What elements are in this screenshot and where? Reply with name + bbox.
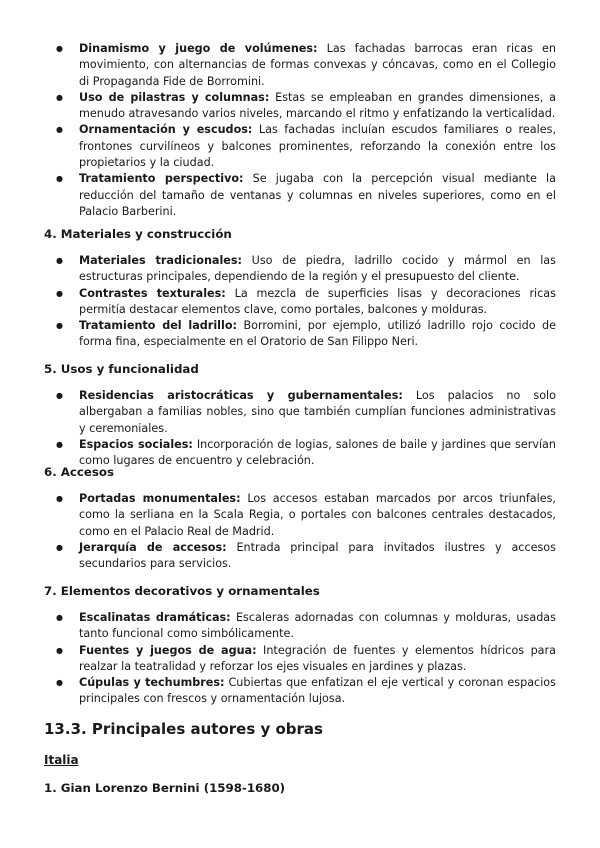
item-term: Tratamiento perspectivo: — [79, 172, 244, 186]
list-item — [56, 171, 556, 220]
list-uses — [56, 388, 556, 469]
item-term: Espacios sociales: — [79, 437, 193, 451]
item-text: Cubiertas que enfatizan el eje vertical y coronan espacios principales con frescos y ornamentación lujosa. — [79, 676, 556, 706]
list-materials — [56, 253, 556, 351]
list-decorative — [56, 610, 556, 708]
item-term: Dinamismo y juego de volúmenes: — [79, 42, 318, 55]
section-heading-materials: 4. Materiales y construcción — [44, 227, 232, 241]
item-text: Las fachadas barrocas eran ricas en movimiento, con alternancias de formas convexas y cóncavas, como en el Collegio di Propaganda Fide de Borromini. — [79, 42, 557, 88]
item-text: Incorporación de logias, salones de baile y jardines que servían como lugares de encuentro y celebración. — [79, 437, 557, 468]
item-term: Contrastes texturales: — [79, 286, 226, 300]
list-item — [56, 388, 556, 437]
item-term: Fuentes y juegos de agua: — [79, 643, 257, 657]
section-heading-uses: 5. Usos y funcionalidad — [44, 362, 199, 376]
list-item — [56, 253, 556, 286]
item-text: Los palacios no solo albergaban a familias nobles, sino que también cumplían funciones administrativas y ceremoniales. — [79, 389, 556, 435]
list-item — [56, 610, 556, 643]
section-heading-decorative: 7. Elementos decorativos y ornamentales — [44, 584, 320, 598]
item-term: Cúpulas y techumbres: — [79, 676, 225, 690]
item-term: Residencias aristocráticas y gubernamentales: — [79, 389, 403, 402]
list-item — [56, 90, 556, 123]
list-facade-features — [56, 41, 556, 220]
item-text: Entrada principal para invitados ilustres y accesos secundarios para servicios. — [79, 540, 556, 571]
subheading-country: Italia — [44, 753, 79, 767]
list-item — [56, 286, 556, 319]
section-heading-access: 6. Accesos — [44, 465, 115, 479]
item-text: Estas se empleaban en grandes dimensiones, a menudo atravesando varios niveles, marcando el ritmo y enfatizando la verticalidad. — [79, 90, 556, 121]
item-term: Escalinatas dramáticas: — [79, 611, 231, 624]
list-item — [56, 41, 556, 90]
item-term: Jerarquía de accesos: — [79, 540, 227, 554]
list-item — [56, 122, 556, 171]
item-term: Tratamiento del ladrillo: — [79, 319, 237, 333]
list-item — [56, 540, 556, 573]
item-text: Los accesos estaban marcados por arcos triunfales, como la serliana en la Scala Regia, o portales con balcones centrales destacados, como en el Palacio Real de Madrid. — [79, 492, 556, 538]
list-item — [56, 491, 556, 540]
item-text: Integración de fuentes y elementos hídricos para realzar la teatralidad y reforzar los ejes visuales en jardines y plazas. — [79, 643, 556, 673]
item-term: Uso de pilastras y columnas: — [79, 90, 270, 104]
item-text: Escaleras adornadas con columnas y molduras, usadas tanto funcional como simbólicamente. — [79, 611, 556, 641]
item-term: Portadas monumentales: — [79, 492, 241, 505]
item-term: Materiales tradicionales: — [79, 254, 243, 267]
list-item — [56, 643, 556, 676]
item-text: Las fachadas incluían escudos familiares o reales, frontones curvilíneos y balcones prominentes, reforzando la conexión entre los propietarios y la ciudad. — [79, 123, 556, 170]
list-item — [56, 675, 556, 708]
list-item — [56, 318, 556, 351]
item-text: La mezcla de superficies lisas y decoraciones ricas permitía destacar elementos clave, como portales, balcones y molduras. — [79, 286, 556, 316]
section-heading-authors: 13.3. Principales autores y obras — [44, 720, 323, 738]
item-text: Uso de piedra, ladrillo cocido y mármol en las estructuras principales, dependiendo de la región y el presupuesto del cliente. — [79, 254, 556, 284]
list-item — [56, 437, 556, 470]
subheading-author: 1. Gian Lorenzo Bernini (1598-1680) — [44, 781, 286, 795]
item-text: Se jugaba con la percepción visual mediante la reducción del tamaño de ventanas y columnas en niveles superiores, como en el Palacio Barberini. — [79, 172, 556, 218]
item-term: Ornamentación y escudos: — [79, 123, 253, 137]
list-access — [56, 491, 556, 572]
item-text: Borromini, por ejemplo, utilizó ladrillo rojo cocido de forma fina, especialmente en el Oratorio de San Filippo Neri. — [79, 319, 556, 349]
